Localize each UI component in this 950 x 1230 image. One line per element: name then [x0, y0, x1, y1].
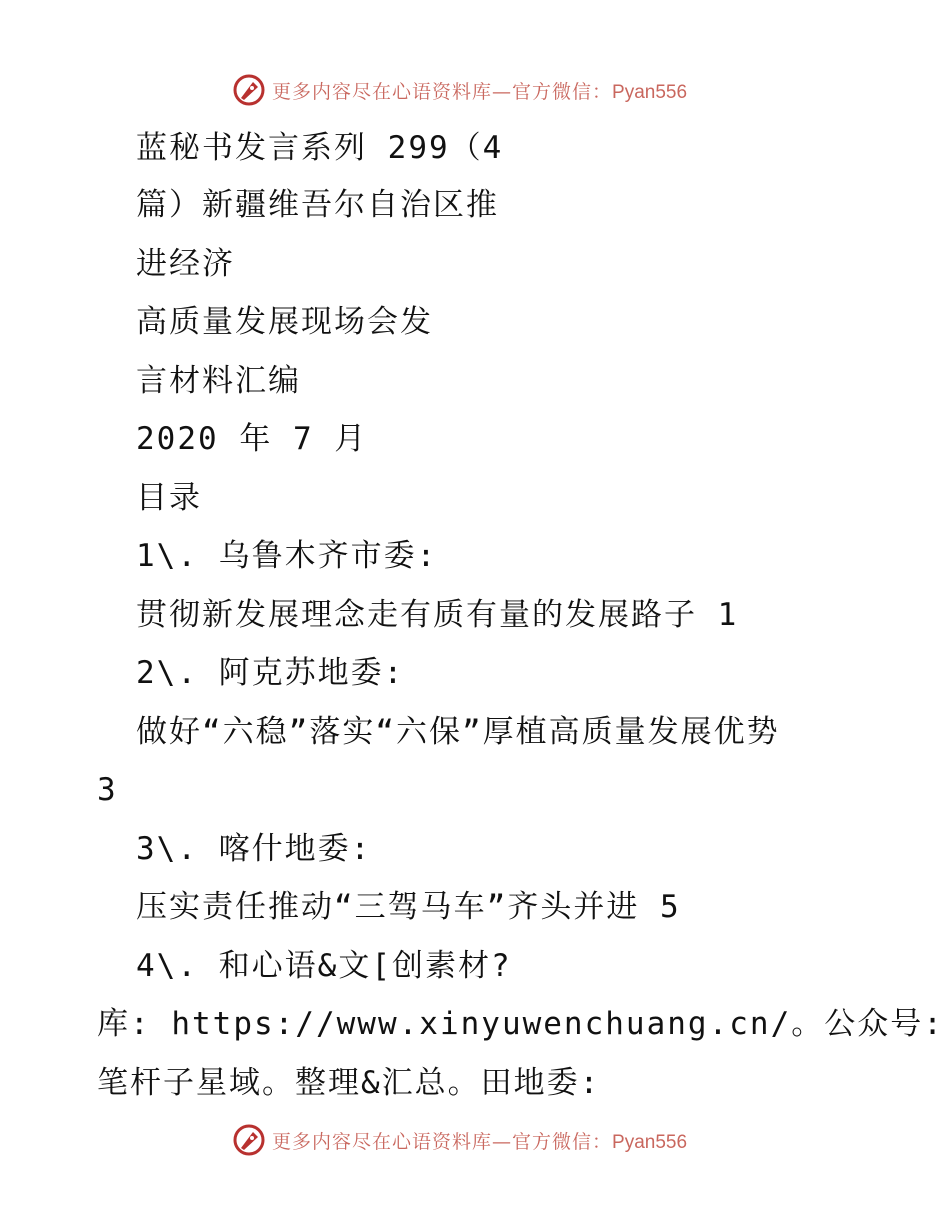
- watermark-text: 更多内容尽在心语资料库—官方微信：Pyan556: [272, 80, 688, 103]
- toc-entry-2-page: 3: [97, 772, 118, 808]
- toc-entry-1-title: 贯彻新发展理念走有质有量的发展路子 1: [136, 597, 739, 633]
- title-line-3: 进经济: [136, 246, 235, 282]
- pen-nib-logo-icon: [232, 73, 266, 107]
- watermark-id: Pyan556: [612, 81, 688, 103]
- date-line: 2020 年 7 月: [136, 421, 368, 457]
- toc-entry-4-text-a: 库: https://www.xinyuwenchuang.cn/。公众号:: [97, 1006, 944, 1042]
- toc-entry-3-label: 3\. 喀什地委:: [136, 831, 372, 867]
- toc-entry-4-text-b: 笔杆子星域。整理&汇总。田地委:: [97, 1065, 601, 1101]
- toc-heading: 目录: [136, 480, 202, 516]
- watermark-id: Pyan556: [612, 1131, 688, 1153]
- toc-entry-1-label: 1\. 乌鲁木齐市委:: [136, 538, 438, 574]
- header-watermark: [232, 72, 687, 108]
- title-line-4: 高质量发展现场会发: [136, 304, 433, 340]
- toc-entry-2-title: 做好“六稳”落实“六保”厚植高质量发展优势: [136, 714, 780, 750]
- toc-entry-2-label: 2\. 阿克苏地委:: [136, 655, 405, 691]
- toc-entry-3-title: 压实责任推动“三驾马车”齐头并进 5: [136, 889, 681, 925]
- title-line-5: 言材料汇编: [136, 363, 301, 399]
- toc-entry-4-label: 4\. 和心语&文[创素材?: [136, 948, 512, 984]
- watermark-text: 更多内容尽在心语资料库—官方微信：Pyan556: [272, 1130, 688, 1153]
- footer-watermark: [232, 1122, 687, 1158]
- pen-nib-logo-icon: [232, 1123, 266, 1157]
- title-line-2: 篇）新疆维吾尔自治区推: [136, 187, 499, 223]
- title-line-1: 蓝秘书发言系列 299（4: [136, 130, 504, 166]
